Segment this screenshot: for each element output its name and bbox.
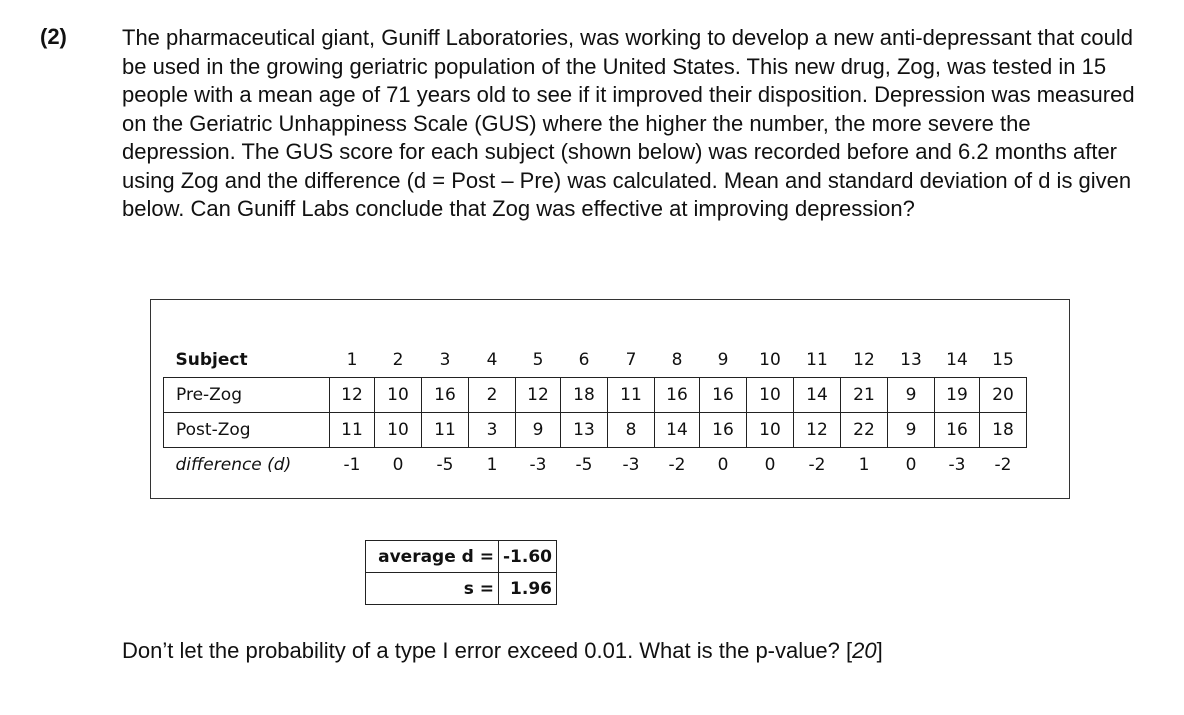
table-cell: 0 [717, 455, 729, 475]
table-cell: 7 [625, 350, 637, 370]
table-cell: 11 [422, 413, 469, 448]
question-number: (2) [40, 24, 67, 49]
table-cell: 16 [700, 413, 747, 448]
table-cell: 9 [888, 413, 935, 448]
table-cell: 21 [841, 378, 888, 413]
subject-row [164, 343, 1027, 378]
table-cell: 10 [747, 413, 794, 448]
table-cell: -5 [575, 455, 593, 475]
points-value: 20 [852, 638, 877, 663]
footer-question-text: Don’t let the probability of a type I error exceed 0.01. What is the p-value? [122, 638, 840, 663]
table-cell: -3 [529, 455, 547, 475]
table-cell: 4 [486, 350, 498, 370]
table-cell: 3 [469, 413, 516, 448]
table-cell: 19 [935, 378, 980, 413]
summary-row-sd [366, 573, 557, 605]
table-cell: 14 [655, 413, 700, 448]
table-cell: 12 [794, 413, 841, 448]
table-cell: 11 [330, 413, 375, 448]
table-cell: -1 [343, 455, 361, 475]
table-cell: 9 [516, 413, 561, 448]
table-cell: -3 [622, 455, 640, 475]
problem-statement: The pharmaceutical giant, Guniff Laboratories, was working to develop a new anti-depressant that could be used in the growing geriatric population of the United States. This new drug, Zog, was tested in 15 people with a mean age of 71 years old to see if it improved their disposition. Depression was measured on the Geriatric Unhappiness Scale (GUS) where the higher the number, the more severe the depression. The GUS score for each subject (shown below) was recorded before and 6.2 months after using Zog and the difference (d = Post – Pre) was calculated. Mean and standard deviation of d is given below. Can Guniff Labs conclude that Zog was effective at improving depression? [122, 25, 1135, 221]
table-cell: 12 [853, 350, 875, 370]
table-cell: 14 [794, 378, 841, 413]
table-cell: 10 [375, 413, 422, 448]
table-cell: 13 [561, 413, 608, 448]
table-cell: 16 [422, 378, 469, 413]
average-d-label: average d = [366, 541, 499, 573]
points-open: [ [845, 638, 853, 663]
table-cell: 10 [747, 378, 794, 413]
row-label: Subject [175, 350, 248, 370]
table-cell: 16 [700, 378, 747, 413]
data-table [163, 343, 1027, 482]
table-cell: 22 [841, 413, 888, 448]
table-cell: 20 [980, 378, 1027, 413]
table-cell: 1 [858, 455, 870, 475]
post-zog-row [164, 413, 1027, 448]
footer-question [122, 638, 883, 664]
difference-row [164, 448, 1027, 483]
table-cell: 6 [578, 350, 590, 370]
table-cell: 8 [671, 350, 683, 370]
table-cell: 11 [806, 350, 828, 370]
table-cell: 0 [905, 455, 917, 475]
table-cell: 9 [717, 350, 729, 370]
row-label: Pre-Zog [164, 378, 330, 413]
table-cell: 9 [888, 378, 935, 413]
summary-row-average [366, 541, 557, 573]
table-cell: 16 [935, 413, 980, 448]
table-cell: 1 [486, 455, 498, 475]
table-cell: 5 [532, 350, 544, 370]
table-cell: 10 [759, 350, 781, 370]
table-cell: 3 [439, 350, 451, 370]
average-d-value: -1.60 [499, 541, 557, 573]
row-label: Post-Zog [164, 413, 330, 448]
table-cell: 1 [346, 350, 358, 370]
table-cell: 12 [516, 378, 561, 413]
table-cell: 12 [330, 378, 375, 413]
table-cell: 11 [608, 378, 655, 413]
table-cell: 2 [469, 378, 516, 413]
sd-value: 1.96 [499, 573, 557, 605]
table-cell: -3 [948, 455, 966, 475]
points-close: ] [876, 638, 883, 663]
pre-zog-row [164, 378, 1027, 413]
table-cell: 10 [375, 378, 422, 413]
table-cell: 16 [655, 378, 700, 413]
table-cell: 8 [608, 413, 655, 448]
table-cell: 2 [392, 350, 404, 370]
table-cell: -5 [436, 455, 454, 475]
table-cell: -2 [668, 455, 686, 475]
table-cell: 14 [946, 350, 968, 370]
row-label: difference (d) [175, 455, 292, 475]
summary-stats-box [365, 540, 557, 605]
table-cell: 18 [561, 378, 608, 413]
table-cell: -2 [808, 455, 826, 475]
table-cell: 15 [992, 350, 1014, 370]
table-cell: -2 [994, 455, 1012, 475]
table-cell: 0 [392, 455, 404, 475]
table-cell: 18 [980, 413, 1027, 448]
sd-label: s = [366, 573, 499, 605]
table-cell: 13 [900, 350, 922, 370]
table-cell: 0 [764, 455, 776, 475]
